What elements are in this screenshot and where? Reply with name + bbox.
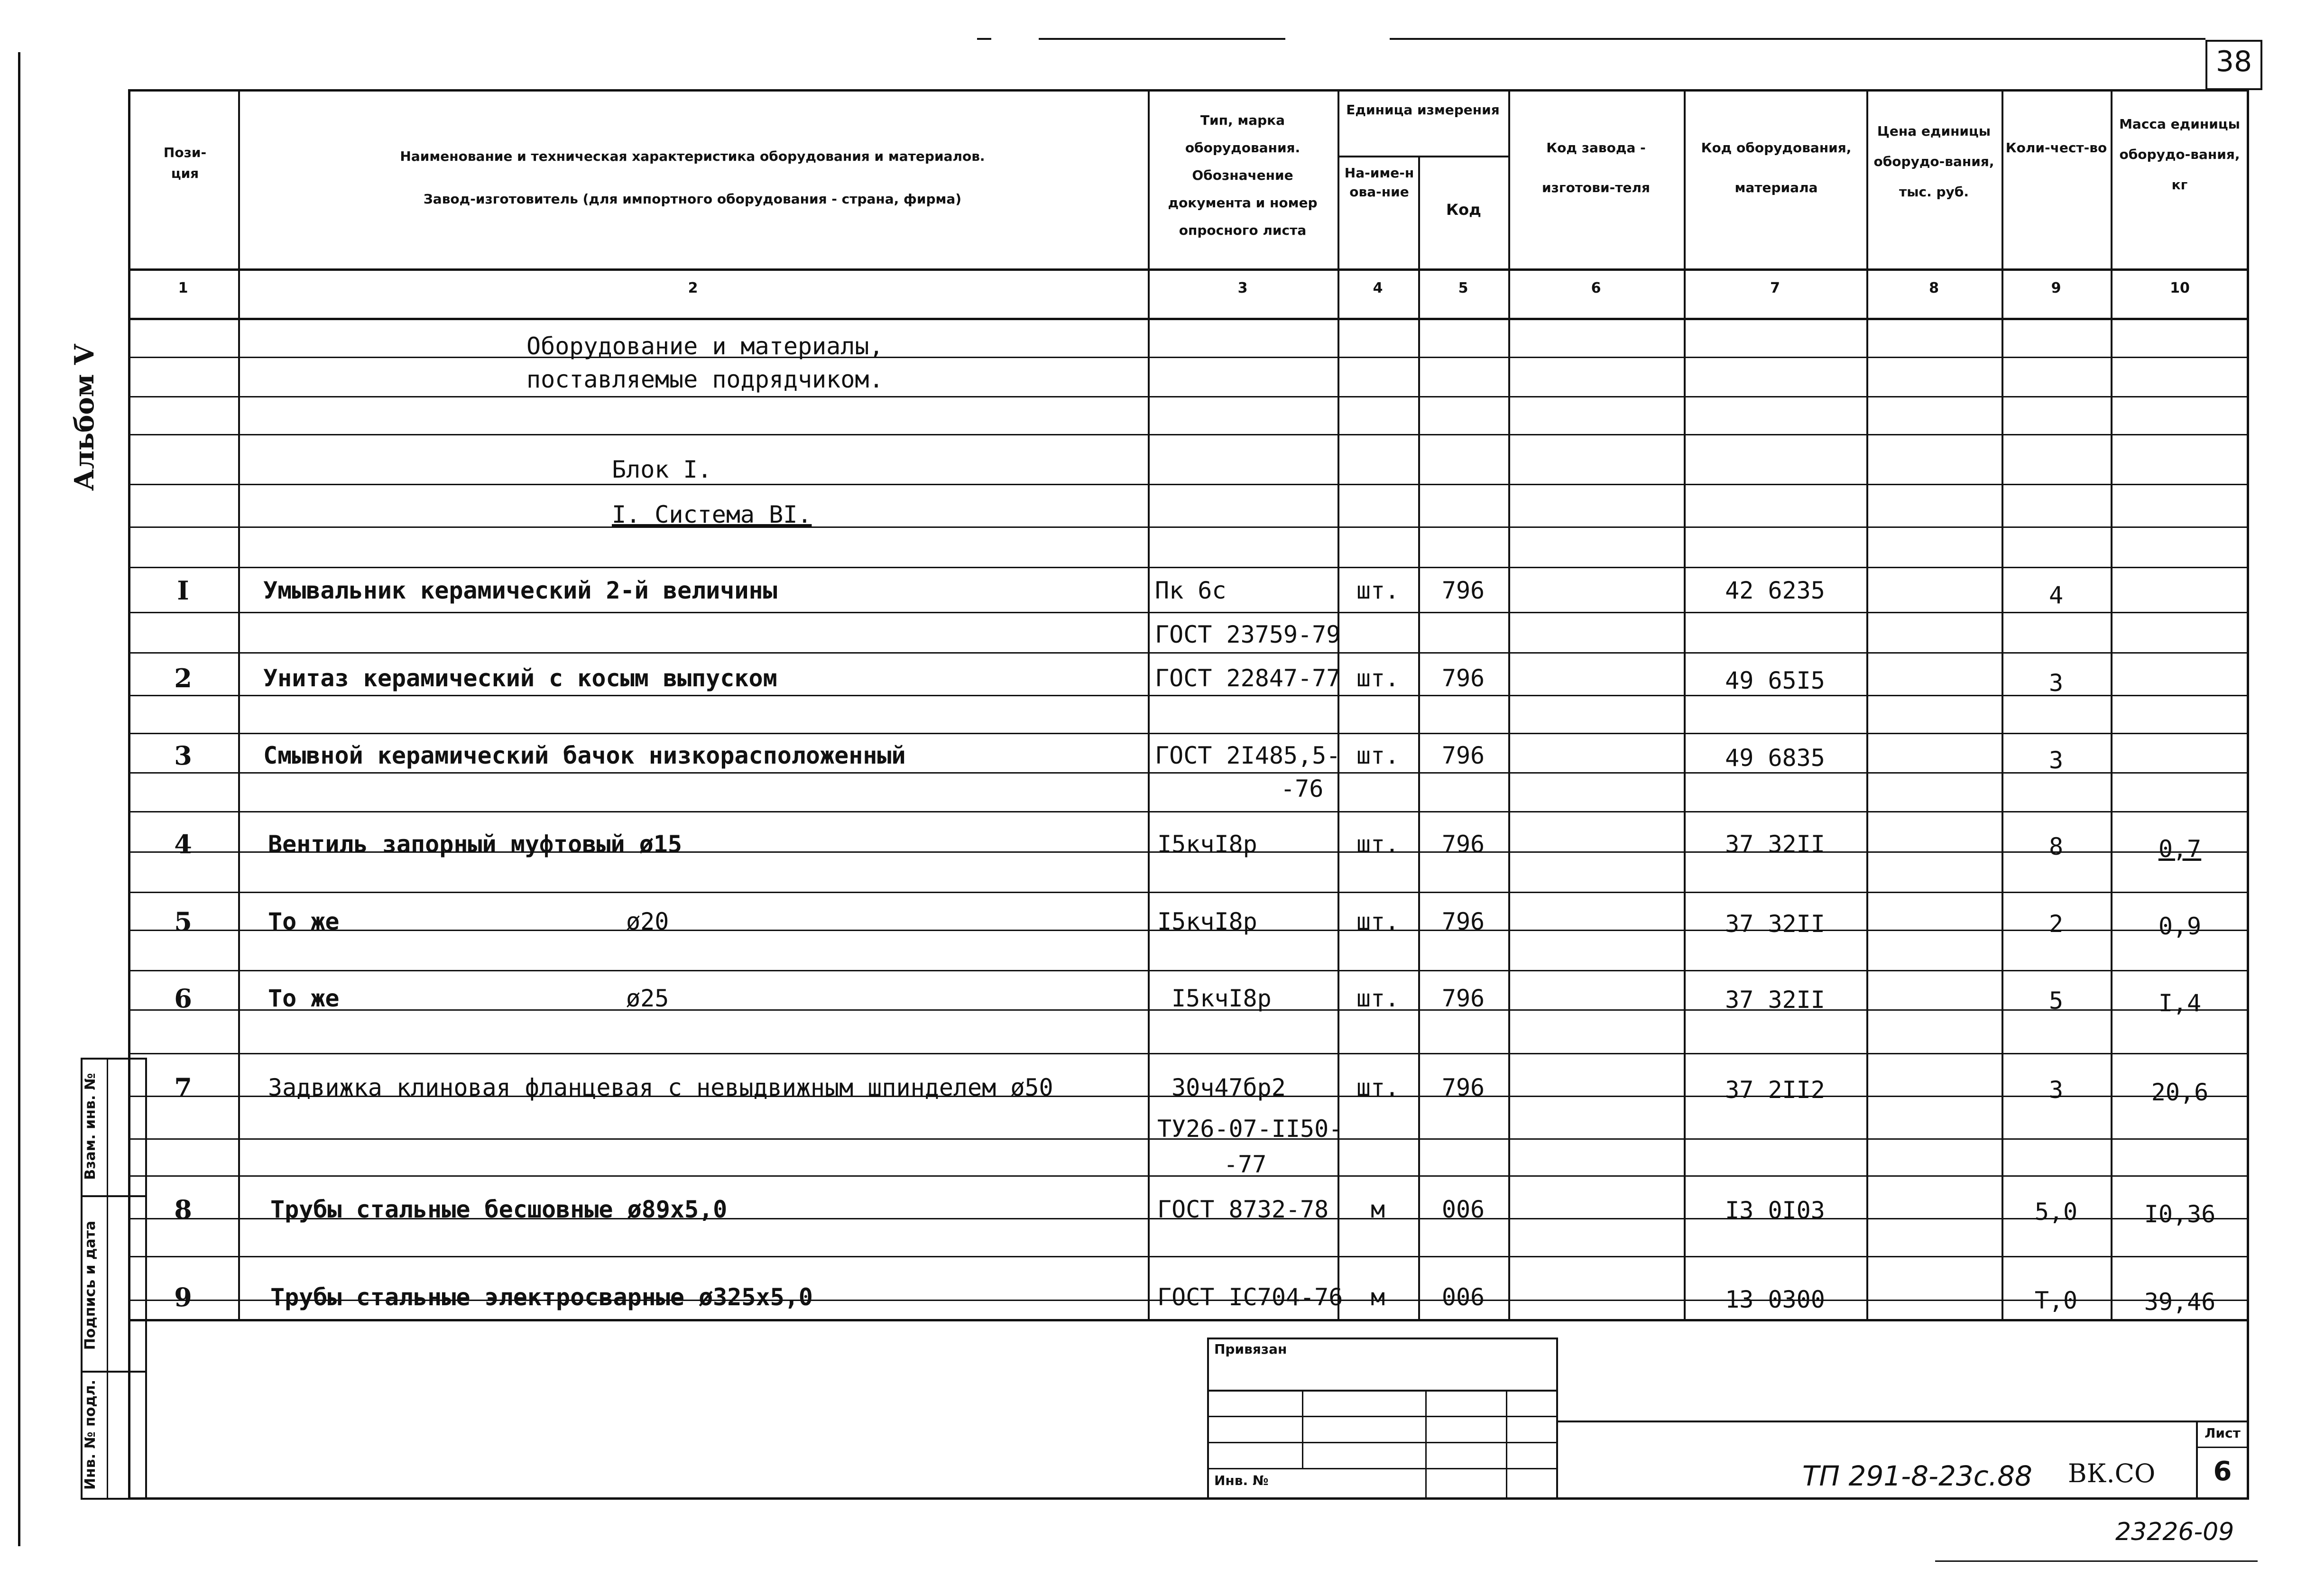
row-material-code: 37 32II (1725, 986, 1825, 1014)
row-position: 3 (174, 740, 192, 771)
col-divider (1866, 89, 1868, 1321)
row-divider (128, 1175, 2249, 1177)
col-number: 7 (1770, 280, 1780, 296)
row-unit: шт. (1356, 830, 1400, 858)
row-unit-code: 796 (1441, 830, 1485, 858)
top-dash-line (977, 38, 991, 40)
side-vzam: Взам. инв. № (82, 1073, 99, 1180)
sheet-number-top: 38 (2215, 45, 2252, 78)
row-quantity: 8 (2048, 833, 2064, 860)
row-unit: м (1370, 1196, 1385, 1223)
doc-suffix: ВК.СО (2068, 1458, 2156, 1488)
row-name: Унитаз керамический с косым выпуском (263, 664, 777, 692)
col-number: 9 (2051, 280, 2061, 296)
row-material-code: 37 32II (1725, 910, 1825, 938)
row-type: I5кчI8р (1157, 830, 1257, 858)
row-divider (128, 612, 2249, 613)
row-divider (128, 1256, 2249, 1257)
row-name: То же (268, 985, 340, 1012)
row-divider (128, 811, 2249, 812)
col-number: 5 (1458, 280, 1468, 296)
row-material-code: 42 6235 (1725, 577, 1825, 604)
row-type: I5кчI8р (1172, 985, 1272, 1012)
doc-code: ТП 291-8-23с.88 (1802, 1460, 2032, 1492)
header-quantity: Коли-чест-во (2005, 140, 2107, 156)
row-type: ГОСТ 2I485,5- (1155, 742, 1341, 769)
row-quantity: 5 (2048, 987, 2064, 1015)
row-material-code: 37 2II2 (1725, 1076, 1825, 1104)
row-unit-code: 006 (1441, 1283, 1485, 1311)
side-stamp-hline (81, 1195, 147, 1197)
row-unit: шт. (1356, 742, 1400, 769)
bottom-dash-line (1935, 1560, 2258, 1562)
album-label: Альбом V (69, 344, 100, 491)
col-divider (1508, 89, 1510, 1321)
row-type: ГОСТ IC704-76 (1157, 1283, 1343, 1311)
row-quantity: 2 (2048, 910, 2064, 938)
col-divider (1684, 89, 1686, 1321)
sheet-label: Лист (2205, 1425, 2241, 1441)
row-divider (128, 1053, 2249, 1054)
row-divider (128, 970, 2249, 971)
row-divider (128, 526, 2249, 528)
header-position: Пози- ция (163, 145, 207, 181)
row-quantity: 4 (2048, 581, 2064, 609)
row-unit: шт. (1356, 1074, 1400, 1101)
row-position: 9 (174, 1282, 192, 1312)
row-name-dn: ø20 (626, 908, 669, 935)
side-inv-podl: Инв. № подл. (82, 1379, 99, 1490)
stamp-line (1558, 1421, 2249, 1422)
header-mass: Масса единицы оборудо-вания, кг (2119, 116, 2240, 193)
inv-no-label: Инв. № (1214, 1473, 1269, 1488)
col-number: 10 (2170, 280, 2190, 296)
row-position: 8 (174, 1194, 192, 1225)
stamp-line (2196, 1447, 2249, 1448)
row-name: Задвижка клиновая фланцевая с невыдвижным шпинделем ø50 (268, 1074, 1053, 1101)
row-unit: м (1370, 1283, 1385, 1311)
row-name-dn: ø25 (626, 985, 669, 1012)
row-position: 4 (174, 829, 192, 859)
stamp-line (1207, 1442, 1558, 1443)
col-divider (2111, 89, 2113, 1321)
section-title-line2: поставляемые подрядчиком. (526, 366, 884, 393)
row-name: Вентиль запорный муфтовый ø15 (268, 830, 682, 858)
stamp-line (1207, 1416, 1558, 1417)
header-unit-group: Единица измерения (1346, 102, 1500, 118)
row-type: Пк 6с (1155, 577, 1227, 604)
row-type-line2: -76 (1281, 775, 1324, 803)
row-position: 7 (174, 1072, 192, 1103)
row-type: 30ч47бр2 (1172, 1074, 1286, 1101)
col-divider (2002, 89, 2003, 1321)
row-name: Трубы стальные электросварные ø325х5,0 (270, 1283, 813, 1311)
row-unit-code: 796 (1441, 742, 1485, 769)
row-material-code: 49 6835 (1725, 744, 1825, 772)
row-divider (128, 484, 2249, 485)
row-unit: шт. (1356, 985, 1400, 1012)
header-bottom-line (128, 268, 2249, 271)
row-material-code: 49 65I5 (1725, 667, 1825, 694)
row-mass: I0,36 (2144, 1200, 2216, 1228)
row-position: 2 (174, 663, 192, 693)
row-name: Смывной керамический бачок низкорасположенный (263, 742, 906, 769)
row-mass: I,4 (2158, 989, 2202, 1017)
row-material-code: 37 32II (1725, 830, 1825, 858)
row-divider (128, 357, 2249, 358)
row-quantity: 3 (2048, 1076, 2064, 1104)
row-divider (128, 695, 2249, 696)
side-podpis: Подпись и дата (82, 1220, 99, 1350)
col-divider (238, 89, 240, 1321)
header-type: Тип, марка оборудования. Обозначение документа и номер опросного листа (1168, 112, 1318, 238)
sheet-value: 6 (2213, 1456, 2232, 1487)
row-name: Умывальник керамический 2-й величины (263, 577, 777, 604)
row-quantity: 3 (2048, 747, 2064, 774)
system-title: I. Система BI. (612, 501, 812, 528)
header-material-code: Код оборудования, материала (1701, 140, 1852, 195)
row-mass: 0,9 (2158, 913, 2202, 940)
row-quantity: Т,0 (2034, 1287, 2078, 1314)
row-name: То же (268, 908, 340, 935)
row-position: 6 (174, 983, 192, 1014)
row-unit: шт. (1356, 908, 1400, 935)
row-mass: 39,46 (2144, 1288, 2216, 1316)
row-type: ГОСТ 8732-78 (1157, 1196, 1329, 1223)
col-number: 6 (1591, 280, 1601, 296)
header-factory-code: Код завода - изготови-теля (1542, 140, 1650, 195)
side-stamp-divider (107, 1058, 108, 1500)
row-unit: шт. (1356, 577, 1400, 604)
row-divider (128, 652, 2249, 654)
section-title-line1: Оборудование и материалы, (526, 332, 884, 360)
stamp-line (1207, 1468, 1558, 1469)
row-name: Трубы стальные бесшовные ø89х5,0 (270, 1196, 728, 1223)
header-unit-code: Код (1446, 201, 1481, 219)
col-divider (1148, 89, 1150, 1321)
header-name: Наименование и техническая характеристика оборудования и материалов. Завод-изготовитель (для импортного оборудования - страна, фирма) (400, 148, 985, 207)
row-unit-code: 796 (1441, 664, 1485, 692)
row-divider (128, 892, 2249, 893)
stamp-line (1207, 1390, 1558, 1392)
col-number: 2 (688, 280, 698, 296)
row-unit-code: 796 (1441, 985, 1485, 1012)
header-price: Цена единицы оборудо-вания, тыс. руб. (1873, 123, 1994, 200)
left-margin-line (18, 52, 20, 1546)
row-unit-code: 796 (1441, 1074, 1485, 1101)
row-unit-code: 796 (1441, 908, 1485, 935)
row-quantity: 5,0 (2034, 1198, 2078, 1226)
bottom-number: 23226-09 (2115, 1518, 2234, 1546)
top-dash-line (1039, 38, 1285, 40)
row-type-line3: -77 (1224, 1151, 1267, 1178)
row-position: I (177, 575, 189, 606)
row-type: I5кчI8р (1157, 908, 1257, 935)
row-unit-code: 796 (1441, 577, 1485, 604)
row-unit: шт. (1356, 664, 1400, 692)
row-mass: 20,6 (2151, 1079, 2209, 1106)
row-position: 5 (174, 906, 192, 937)
row-divider (128, 396, 2249, 397)
stamp-line (1425, 1390, 1427, 1500)
row-type: ГОСТ 22847-77 (1155, 664, 1341, 692)
row-unit-code: 006 (1441, 1196, 1485, 1223)
colnum-bottom-line (128, 318, 2249, 320)
row-mass: 0,7 (2158, 835, 2202, 863)
col-number: 8 (1929, 280, 1939, 296)
col-number: 3 (1237, 280, 1248, 296)
stamp-line (1506, 1390, 1507, 1500)
col-number: 1 (178, 280, 188, 296)
col-number: 4 (1373, 280, 1383, 296)
row-quantity: 3 (2048, 669, 2064, 697)
top-dash-line (1390, 38, 2205, 40)
unit-group-line (1338, 156, 1508, 157)
row-material-code: 13 0300 (1725, 1286, 1825, 1313)
row-type-line2: ТУ26-07-II50- (1157, 1115, 1343, 1143)
row-type-line2: ГОСТ 23759-79 (1155, 621, 1341, 648)
row-material-code: I3 0I03 (1725, 1197, 1825, 1224)
header-unit-name: На-име-нова-ние (1344, 165, 1414, 200)
row-divider (128, 434, 2249, 435)
row-divider (128, 772, 2249, 774)
stamp-line (1302, 1390, 1303, 1468)
row-divider (128, 733, 2249, 734)
row-divider (128, 567, 2249, 568)
privyazan-label: Привязан (1214, 1341, 1287, 1357)
block-title: Блок I. (612, 456, 712, 483)
col-divider (1418, 157, 1420, 1321)
